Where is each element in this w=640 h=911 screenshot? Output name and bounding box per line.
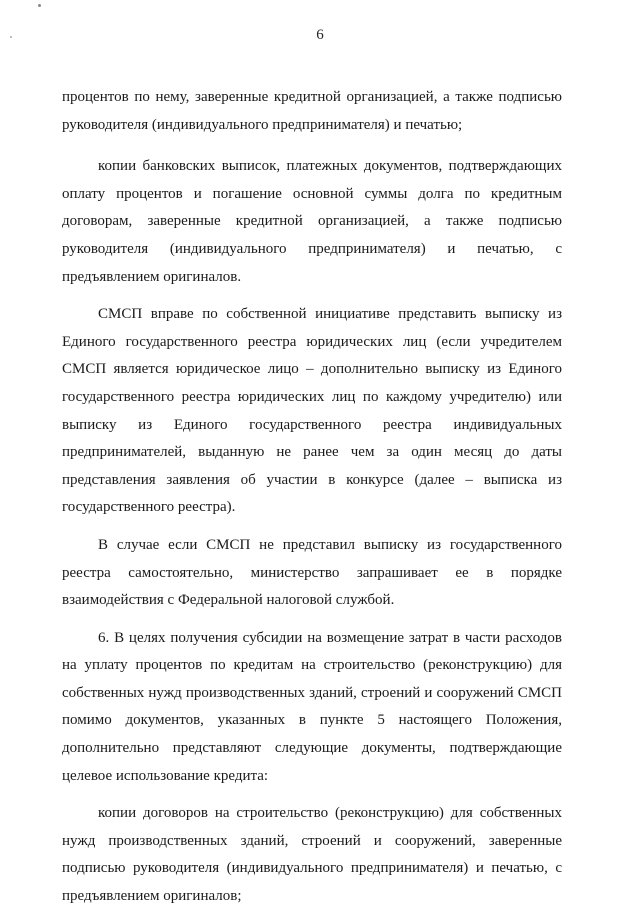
paragraph-registry-extract: СМСП вправе по собственной инициативе представить выписку из Единого государственного реестра юридических лиц (если учредителем СМСП является юридическое лицо – дополнительно выписку из Единого государственного реестра юридических лиц по каждому учредителю) или выписку из Единого государственного реестра индивидуальных предпринимателей, выданную не ранее чем за один месяц до даты представления заявления об участии в конкурсе (далее – выписка из государственного реестра). xyxy=(62,306,562,516)
page-number: 6 xyxy=(316,27,324,43)
document-body xyxy=(62,84,562,911)
paragraph-point-6: 6. В целях получения субсидии на возмещение затрат в части расходов на уплату процентов по кредитам на строительство (реконструкцию) для собственных нужд производственных зданий, строений и сооружений СМСП помимо документов, указанных в пункте 5 настоящего Положения, дополнительно представляют следующие документы, подтверждающие целевое использование кредита: xyxy=(62,629,562,784)
paragraph-ministry-request: В случае если СМСП не представил выписку из государственного реестра самостоятельно, министерство запрашивает ее в порядке взаимодействия с Федеральной налоговой службой. xyxy=(62,536,562,609)
scan-speck xyxy=(38,4,41,7)
paragraph-construction-contracts: копии договоров на строительство (реконструкцию) для собственных нужд производственных зданий, строений и сооружений, заверенные подписью руководителя (индивидуального предпринимателя) и печатью, с предъявлением оригиналов; xyxy=(62,805,562,905)
paragraph-bank-statements: копии банковских выписок, платежных документов, подтверждающих оплату процентов и погашение основной суммы долга по кредитным договорам, заверенные кредитной организацией, а также подписью руководителя (индивидуального предпринимателя) и печатью, с предъявлением оригиналов. xyxy=(62,158,562,285)
paragraph-continuation: процентов по нему, заверенные кредитной организацией, а также подписью руководителя (индивидуального предпринимателя) и печатью; xyxy=(62,89,562,133)
